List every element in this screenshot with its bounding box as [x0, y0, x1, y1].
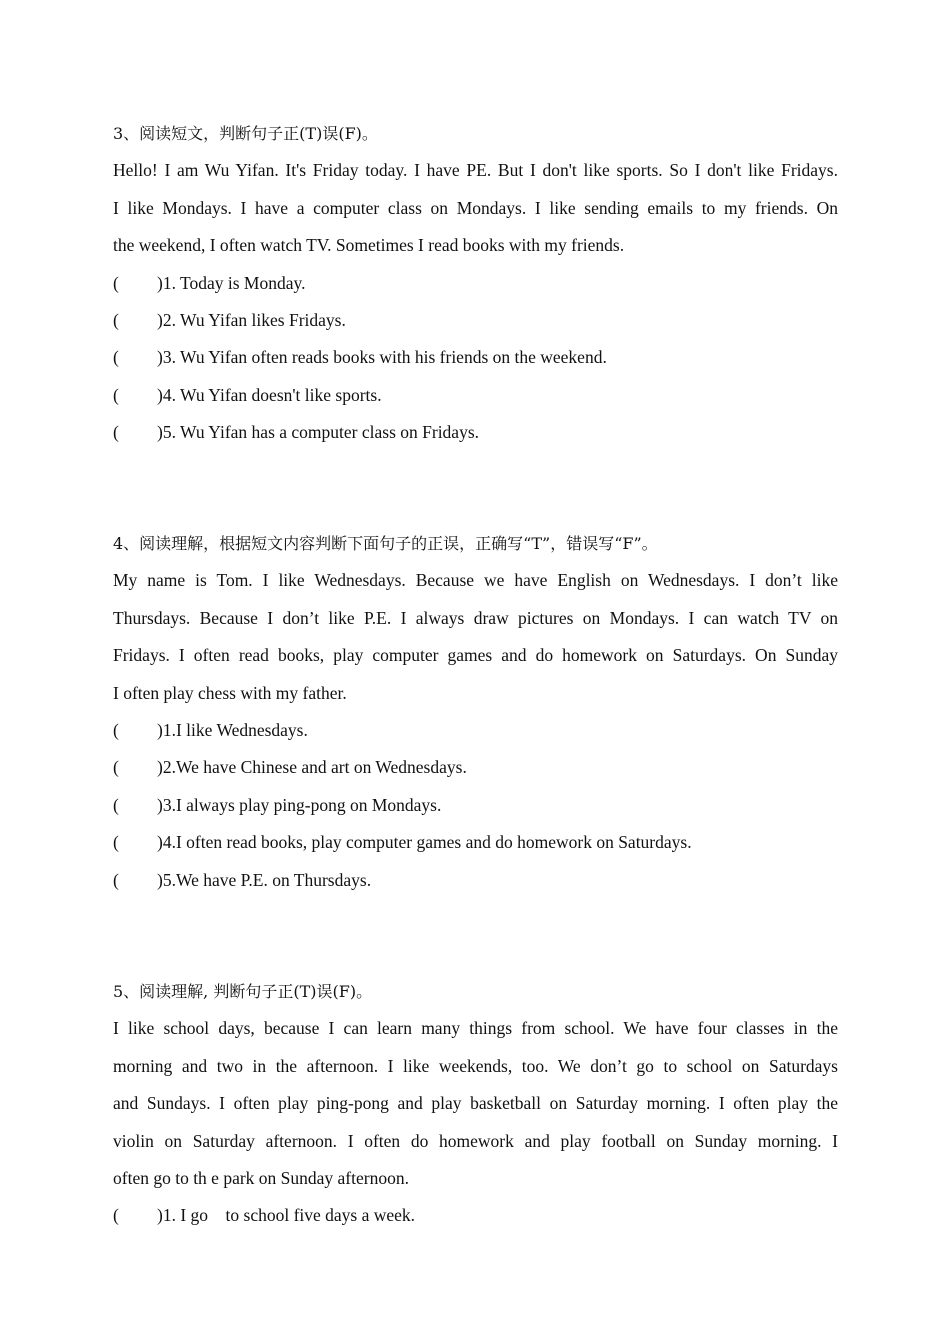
passage-line: violin on Saturday afternoon. I often do homework and play football on Sunday morning. I [113, 1130, 838, 1151]
passage-line: Fridays. I often read books, play computer games and do homework on Saturdays. On Sunday [113, 645, 838, 666]
question-text: 1.I like Wednesdays. [162, 719, 308, 740]
question-item [113, 339, 838, 376]
answer-bracket-open: ( [113, 869, 119, 890]
passage-line: often go to th e park on Sunday afternoon. [113, 1167, 409, 1188]
passage-line: I often play chess with my father. [113, 682, 347, 703]
question-text: 5.We have P.E. on Thursdays. [162, 869, 372, 890]
question-text: 2. Wu Yifan likes Fridays. [162, 309, 346, 330]
answer-bracket-open: ( [113, 757, 119, 778]
answer-bracket-close: ) [157, 272, 163, 293]
answer-bracket-open: ( [113, 347, 119, 368]
question-item [113, 862, 838, 899]
passage-line: the weekend, I often watch TV. Sometimes I read books with my friends. [113, 235, 625, 256]
question-item [113, 824, 838, 861]
passage-line: and Sundays. I often play ping-pong and play basketball on Saturday morning. I often play the [113, 1093, 838, 1114]
question-text: 4.I often read books, play computer games and do homework on Saturdays. [162, 832, 692, 853]
section-5 [113, 973, 838, 1235]
passage-line: Thursdays. Because I don’t like P.E. I always draw pictures on Mondays. I can watch TV on [113, 607, 838, 628]
answer-bracket-open: ( [113, 794, 119, 815]
section-heading: 5、阅读理解, 判断句子正(T)误(F)。 [113, 982, 373, 1001]
section-4 [113, 525, 838, 899]
answer-bracket-close: ) [157, 384, 163, 405]
section-3 [113, 115, 838, 452]
answer-bracket-close: ) [157, 1205, 163, 1226]
answer-bracket-open: ( [113, 719, 119, 740]
answer-bracket-close: ) [157, 309, 163, 330]
question-item [113, 414, 838, 451]
question-text: 1. I go to school five days a week. [162, 1205, 416, 1226]
answer-bracket-open: ( [113, 272, 119, 293]
answer-bracket-close: ) [157, 347, 163, 368]
passage-line: I like school days, because I can learn many things from school. We have four classes in the [113, 1018, 838, 1039]
answer-bracket-open: ( [113, 309, 119, 330]
passage-line: My name is Tom. I like Wednesdays. Because we have English on Wednesdays. I don’t like [113, 570, 838, 591]
question-item [113, 302, 838, 339]
question-text: 2.We have Chinese and art on Wednesdays. [162, 757, 467, 778]
answer-bracket-open: ( [113, 1205, 119, 1226]
question-item [113, 377, 838, 414]
answer-bracket-close: ) [157, 832, 163, 853]
question-item [113, 787, 838, 824]
question-text: 3.I always play ping-pong on Mondays. [162, 794, 442, 815]
question-item [113, 712, 838, 749]
question-text: 5. Wu Yifan has a computer class on Fridays. [162, 422, 480, 443]
passage-line: morning and two in the afternoon. I like weekends, too. We don’t go to school on Saturdays [113, 1055, 838, 1076]
section-heading: 4、阅读理解，根据短文内容判断下面句子的正误，正确写“T”，错误写“F”。 [113, 534, 658, 553]
section-heading: 3、阅读短文，判断句子正(T)误(F)。 [113, 124, 378, 143]
passage-line: I like Mondays. I have a computer class on Mondays. I like sending emails to my friends. On [113, 197, 838, 218]
question-text: 1. Today is Monday. [162, 272, 306, 293]
question-text: 3. Wu Yifan often reads books with his friends on the weekend. [162, 347, 607, 368]
question-item [113, 265, 838, 302]
answer-bracket-close: ) [157, 422, 163, 443]
question-text: 4. Wu Yifan doesn't like sports. [162, 384, 382, 405]
question-item [113, 1197, 838, 1234]
answer-bracket-close: ) [157, 719, 163, 740]
question-item [113, 749, 838, 786]
answer-bracket-close: ) [157, 757, 163, 778]
answer-bracket-open: ( [113, 832, 119, 853]
answer-bracket-close: ) [157, 869, 163, 890]
answer-bracket-close: ) [157, 794, 163, 815]
answer-bracket-open: ( [113, 384, 119, 405]
passage-line: Hello! I am Wu Yifan. It's Friday today. I have PE. But I don't like sports. So I don't like Fridays. [113, 160, 838, 181]
answer-bracket-open: ( [113, 422, 119, 443]
